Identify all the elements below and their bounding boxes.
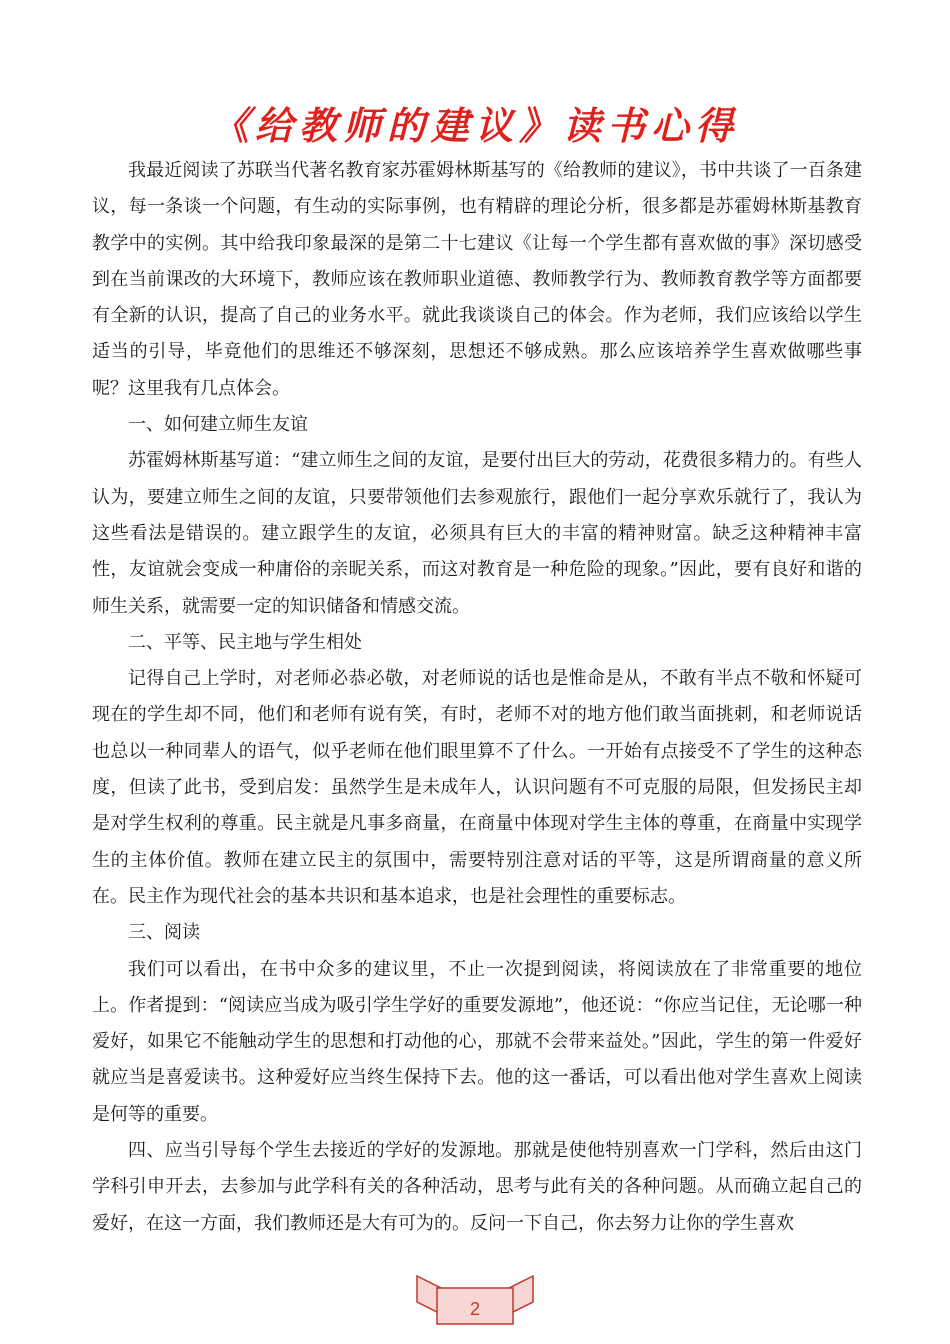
section-heading-2: 二、平等、民主地与学生相处 xyxy=(128,631,362,653)
page-number: 2 xyxy=(469,1299,480,1319)
paragraph-section-2: 记得自己上学时，对老师必恭必敬，对老师说的话也是惟命是从，不敢有半点不敬和怀疑可现在的学生却不同，他们和老师有说有笑，有时，老师不对的地方他们敢当面挑刺，和老师说话也总以一种同辈人的语气，似乎老师在他们眼里算不了什么。一开始有点接受不了学生的这种态度，但读了此书，受到启发：虽然学生是未成年人，认识问题有不可克服的局限，但发扬民主却是对学生权利的尊重。民主就是凡事多商量，在商量中体现对学生主体的尊重，在商量中实现学生的主体价值。教师在建立民主的氛围中，需要特别注意对话的平等，这是所谓商量的意义所在。民主作为现代社会的基本共识和基本追求，也是社会理性的重要标志。 xyxy=(92,668,862,907)
document-title: 《给教师的建议》读书心得 xyxy=(210,103,739,148)
section-heading-3: 三、阅读 xyxy=(128,922,200,944)
paragraph-section-3: 我们可以看出，在书中众多的建议里，不止一次提到阅读，将阅读放在了非常重要的地位上。作者提到：“阅读应当成为吸引学生学好的重要发源地”，他还说：“你应当记住，无论哪一种爱好，如果它不能触动学生的思想和打动他的心，那就不会带来益处。”因此，学生的第一件爱好就应当是喜爱读书。这种爱好应当终生保持下去。他的这一番话，可以看出他对学生喜欢上阅读是何等的重要。 xyxy=(92,958,862,1125)
page-footer xyxy=(0,1272,950,1332)
paragraph-section-4: 四、应当引导每个学生去接近的学好的发源地。那就是使他特别喜欢一门学科，然后由这门学科引申开去，去参加与此学科有关的各种活动，思考与此有关的各种问题。从而确立起自己的爱好，在这一方面，我们教师还是大有可为的。反问一下自己，你去努力让你的学生喜欢 xyxy=(92,1140,862,1234)
paragraph-intro: 我最近阅读了苏联当代著名教育家苏霍姆林斯基写的《给教师的建议》，书中共谈了一百条建议，每一条谈一个问题，有生动的实际事例，也有精辟的理论分析，很多都是苏霍姆林斯基教育教学中的实例。其中给我印象最深的是第二十七建议《让每一个学生都有喜欢做的事》深切感受到在当前课改的大环境下，教师应该在教师职业道德、教师教学行为、教师教育教学等方面都要有全新的认识，提高了自己的业务水平。就此我谈谈自己的体会。作为老师，我们应该给以学生适当的引导，毕竟他们的思维还不够深刻，思想还不够成熟。那么应该培养学生喜欢做哪些事呢？这里我有几点体会。 xyxy=(92,160,862,399)
document-body xyxy=(92,153,862,1242)
paragraph-section-1: 苏霍姆林斯基写道：“建立师生之间的友谊，是要付出巨大的劳动，花费很多精力的。有些人认为，要建立师生之间的友谊，只要带领他们去参观旅行，跟他们一起分享欢乐就行了，我认为这些看法是错误的。建立跟学生的友谊，必须具有巨大的丰富的精神财富。缺乏这种精神丰富性，友谊就会变成一种庸俗的亲昵关系，而这对教育是一种危险的现象。”因此，要有良好和谐的师生关系，就需要一定的知识储备和情感交流。 xyxy=(92,450,862,617)
section-heading-1: 一、如何建立师生友谊 xyxy=(128,414,308,436)
